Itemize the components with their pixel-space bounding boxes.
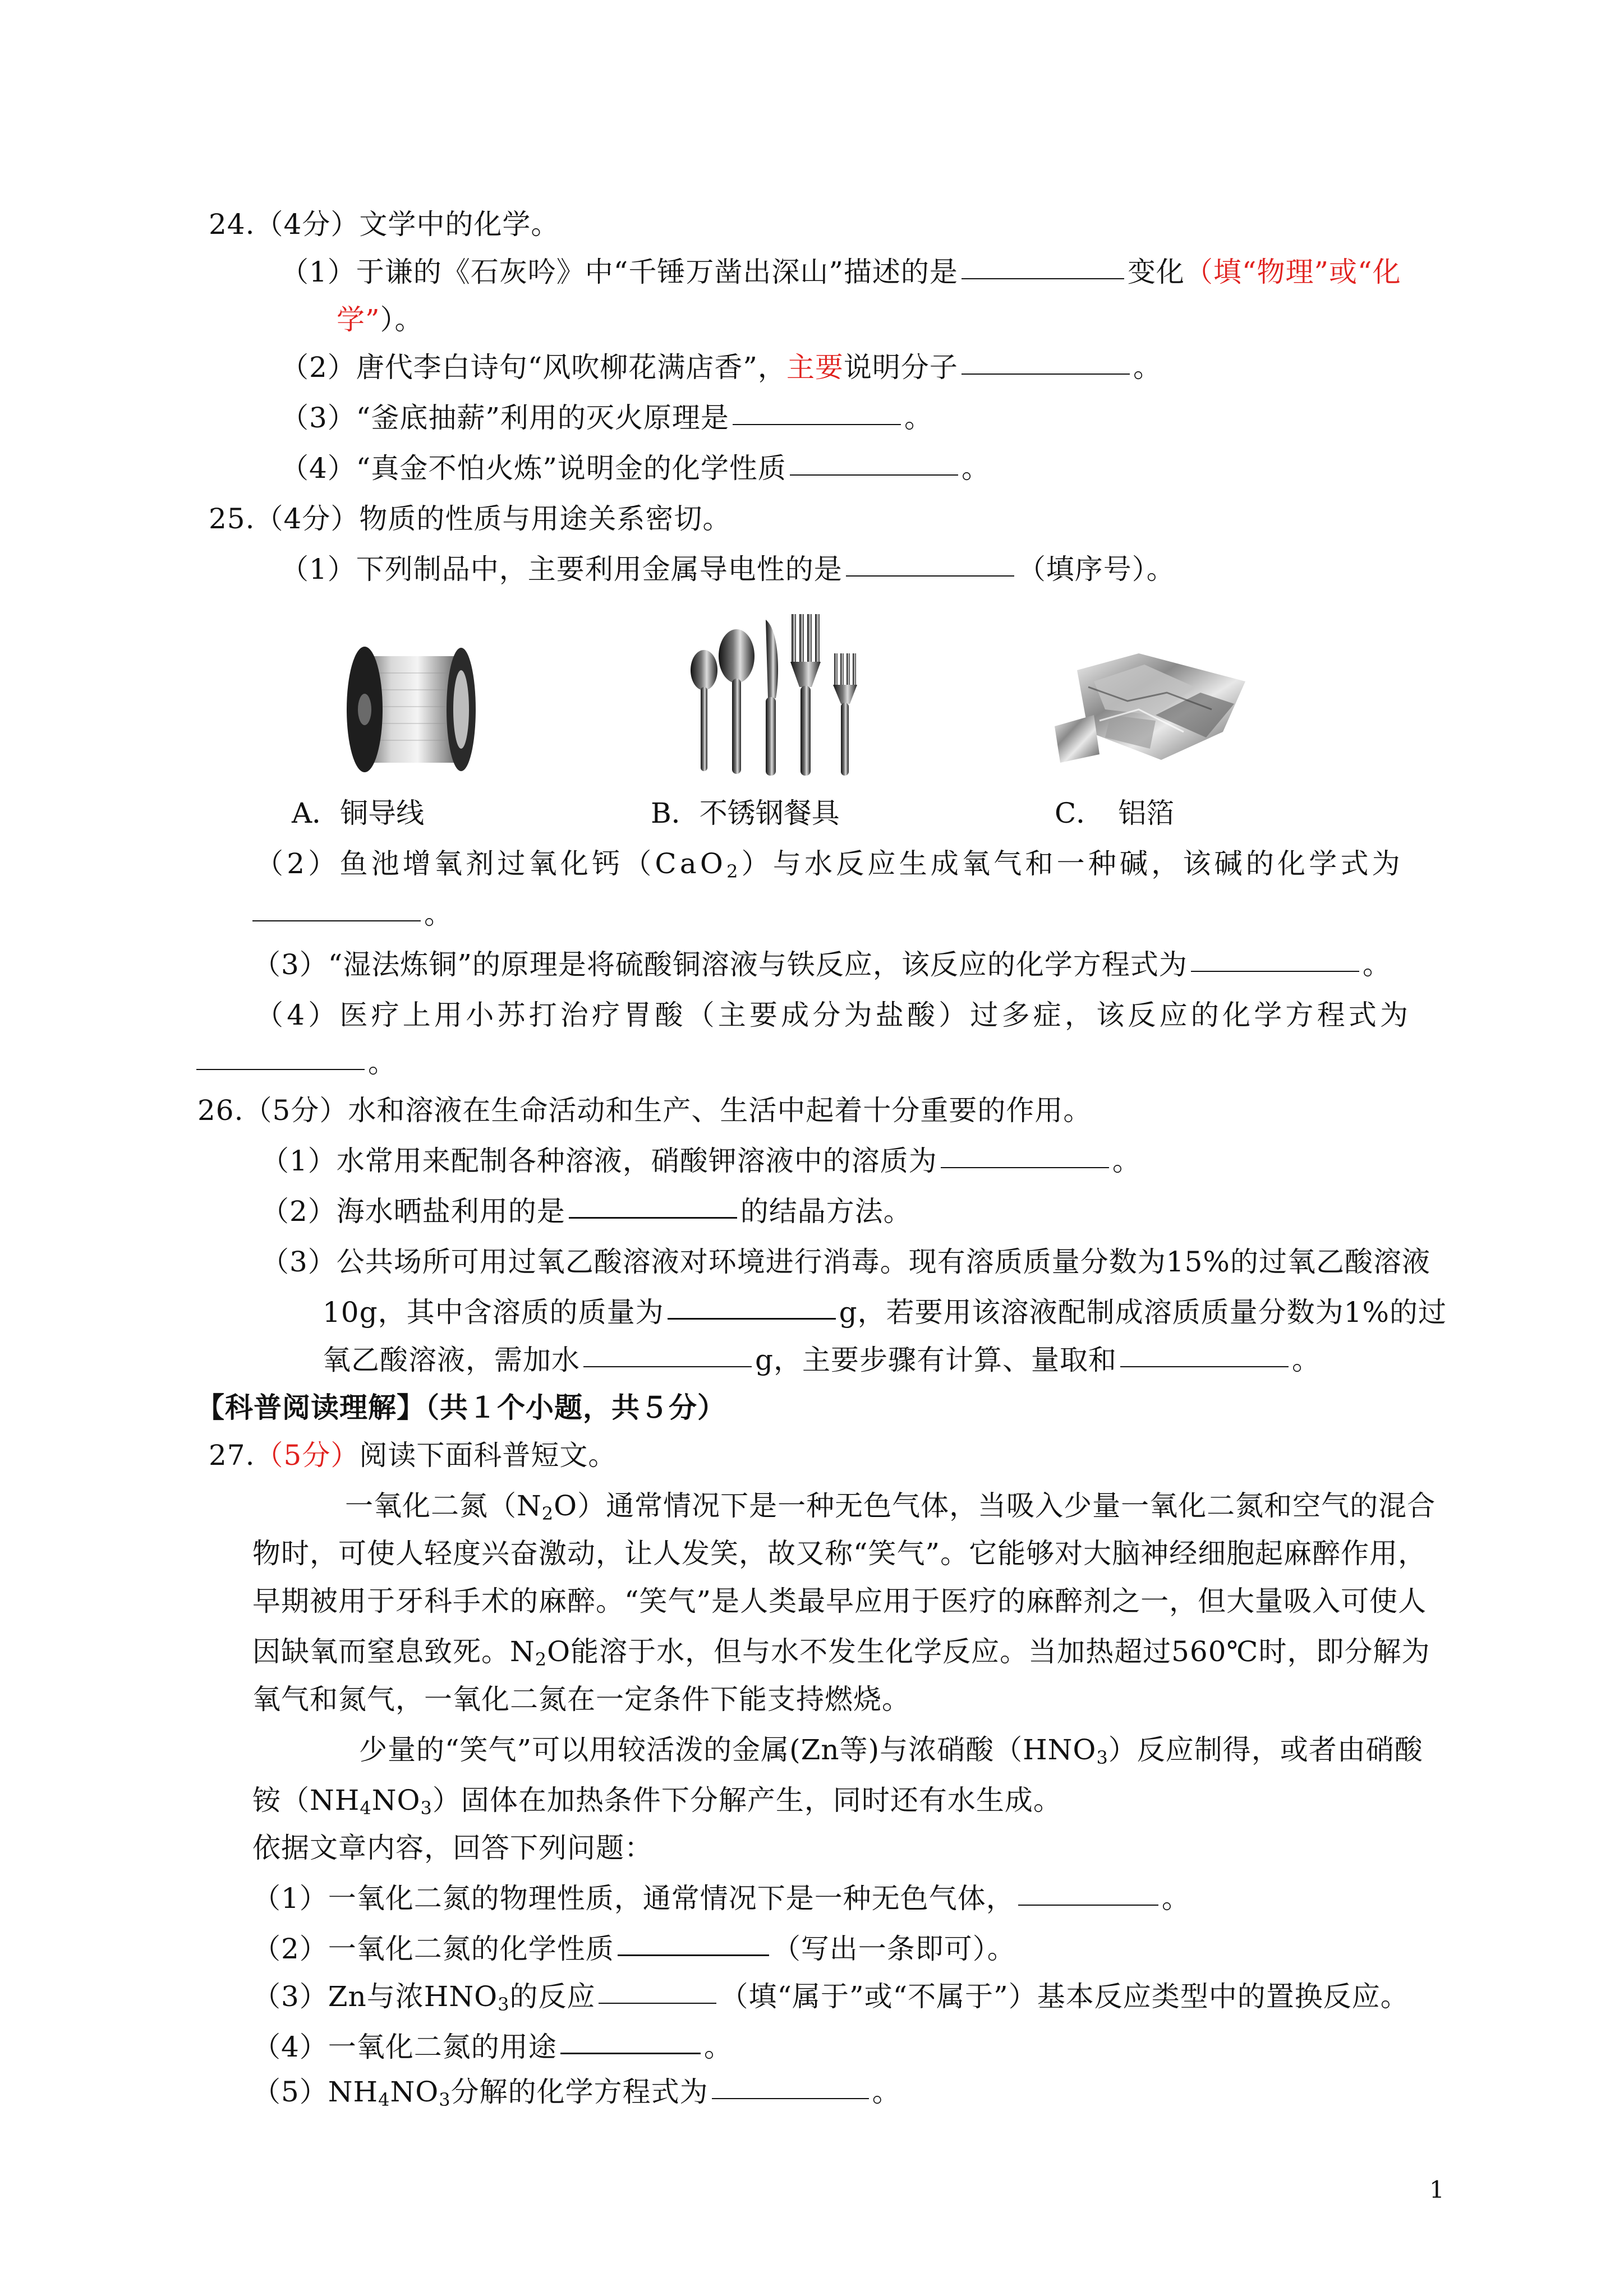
q27-item-1: （1）一氧化二氮的物理性质，通常情况下是一种无色气体， 。: [252, 1882, 1190, 1915]
aluminium-foil-image: [1055, 648, 1257, 763]
q27-blank-2[interactable]: [618, 1954, 769, 1956]
section-heading: 【科普阅读理解】（共１个小题，共５分）: [196, 1391, 726, 1424]
q27-item-5: $(5)NH_4NO_3$分解的化学方程式为 。: [252, 2076, 901, 2110]
q26-item-3: （3）公共场所可用过氧乙酸溶液对环境进行消毒。现有溶质质量分数为15%的过氧乙酸溶液: [261, 1246, 1430, 1278]
q27-item-3: （3）Zn与浓$HNO_3$的反应 （填“属于”或“不属于”）基本反应类型中的置换反应。: [252, 1980, 1409, 2015]
q27-passage-1-line-1: 一氧化二氮$(N_2O)$通常情况下是一种无色气体，当吸入少量一氧化二氮和空气的混合: [345, 1490, 1436, 1524]
q27-blank-5[interactable]: [712, 2097, 869, 2099]
q26-item-3-cont-1: 10g，其中含溶质的质量为 g，若要用该溶液配制成溶质质量分数为1%的过: [323, 1296, 1447, 1329]
q24-item-1: （1）于谦的《石灰吟》中“千锤万凿出深山”描述的是 变化（填“物理”或“化: [280, 256, 1401, 288]
q27-passage-1-line-2: 物时，可使人轻度兴奋激动，让人发笑，故又称“笑气”。它能够对大脑神经细胞起麻醉作用，: [252, 1537, 1427, 1570]
q24-item-3: （3）“釜底抽薪”利用的灭火原理是 。: [280, 402, 933, 434]
q26-item-1: （1）水常用来配制各种溶液，硝酸钾溶液中的溶质为 。: [261, 1145, 1141, 1177]
q27-passage-1-line-5: 氧气和氮气，一氧化二氮在一定条件下能支持燃烧。: [252, 1683, 910, 1716]
q26-item-3-cont-2: 氧乙酸溶液，需加水 g，主要步骤有计算、量取和 。: [323, 1344, 1321, 1376]
q27-passage-2-line-2: 铵$(NH_4NO_3)$固体在加热条件下分解产生，同时还有水生成。: [252, 1784, 1062, 1819]
q24-item-2: （2）唐代李白诗句“风吹柳花满店香”，主要说明分子 。: [280, 351, 1162, 384]
option-a-label: A．铜导线: [292, 797, 425, 829]
q25-item-4: （4）医疗上用小苏打治疗胃酸（主要成分为盐酸）过多症，该反应的化学方程式为: [255, 999, 1412, 1031]
q25-item-4-cont: 。: [196, 1046, 397, 1080]
q25-item-3: （3）“湿法炼铜”的原理是将硫酸铜溶液与铁反应，该反应的化学方程式为 。: [252, 948, 1391, 981]
q25-item-1: （1）下列制品中，主要利用金属导电性的是 （填序号）。: [280, 553, 1175, 585]
q27-passage-1-line-3: 早期被用于牙科手术的麻醉。“笑气”是人类最早应用于医疗的麻醉剂之一，但大量吸入可使人: [252, 1585, 1427, 1617]
q27-heading: 27.（5分）阅读下面科普短文。: [209, 1439, 617, 1472]
q24-heading: 24.（4分）文学中的化学。: [209, 208, 560, 241]
q26-blank-3[interactable]: [668, 1317, 836, 1320]
q24-blank-4[interactable]: [790, 474, 958, 476]
q24-blank-3[interactable]: [733, 423, 901, 425]
q26-blank-2[interactable]: [569, 1216, 737, 1219]
q24-blank-2[interactable]: [961, 373, 1130, 375]
option-b-label: B．不锈钢餐具: [651, 797, 840, 829]
q27-passage-2-line-1: 少量的“笑气”可以用较活泼的金属(Zn等)与浓硝酸$(HNO_3)$反应制得，或者由硝酸: [359, 1733, 1423, 1768]
q25-item-2-cont: 。: [252, 897, 453, 931]
copper-wire-spool-image: [342, 639, 477, 780]
q26-heading: 26.（5分）水和溶液在生命活动和生产、生活中起着十分重要的作用。: [197, 1094, 1092, 1127]
q25-blank-2[interactable]: [252, 920, 421, 921]
q26-blank-5[interactable]: [1120, 1366, 1289, 1367]
q27-blank-3[interactable]: [599, 2002, 716, 2004]
q27-item-4: （4）一氧化二氮的用途 。: [252, 2031, 733, 2063]
q27-blank-1[interactable]: [1018, 1904, 1158, 1906]
q27-blank-4[interactable]: [560, 2052, 701, 2054]
q27-prompt: 依据文章内容，回答下列问题：: [252, 1832, 653, 1864]
q27-passage-1-line-4: 因缺氧而窒息致死。$N_2O$能溶于水，但与水不发生化学反应。当加热超过560℃时，即分解为: [252, 1635, 1430, 1670]
q24-item-1-cont: 学”）。: [337, 303, 424, 336]
q27-item-2: （2）一氧化二氮的化学性质 （写出一条即可）。: [252, 1933, 1016, 1965]
q26-blank-1[interactable]: [941, 1167, 1109, 1168]
q25-item-2: （2）鱼池增氧剂过氧化钙（CaO$_2$）与水反应生成氧气和一种碱，该碱的化学式为: [255, 847, 1404, 882]
q25-blank-1[interactable]: [846, 575, 1014, 577]
q25-blank-3[interactable]: [1191, 970, 1359, 972]
q24-item-4: （4）“真金不怕火炼”说明金的化学性质 。: [280, 452, 990, 485]
q26-blank-4[interactable]: [583, 1366, 752, 1367]
q24-blank-1[interactable]: [961, 278, 1124, 279]
page-number: 1: [1429, 2176, 1444, 2203]
q25-blank-4[interactable]: [196, 1068, 365, 1070]
q26-item-2: （2）海水晒盐利用的是 的结晶方法。: [261, 1195, 912, 1228]
option-c-label: C． 铝箔: [1055, 797, 1175, 829]
q25-heading: 25.（4分）物质的性质与用途关系密切。: [209, 502, 732, 535]
stainless-cutlery-image: [687, 608, 861, 780]
